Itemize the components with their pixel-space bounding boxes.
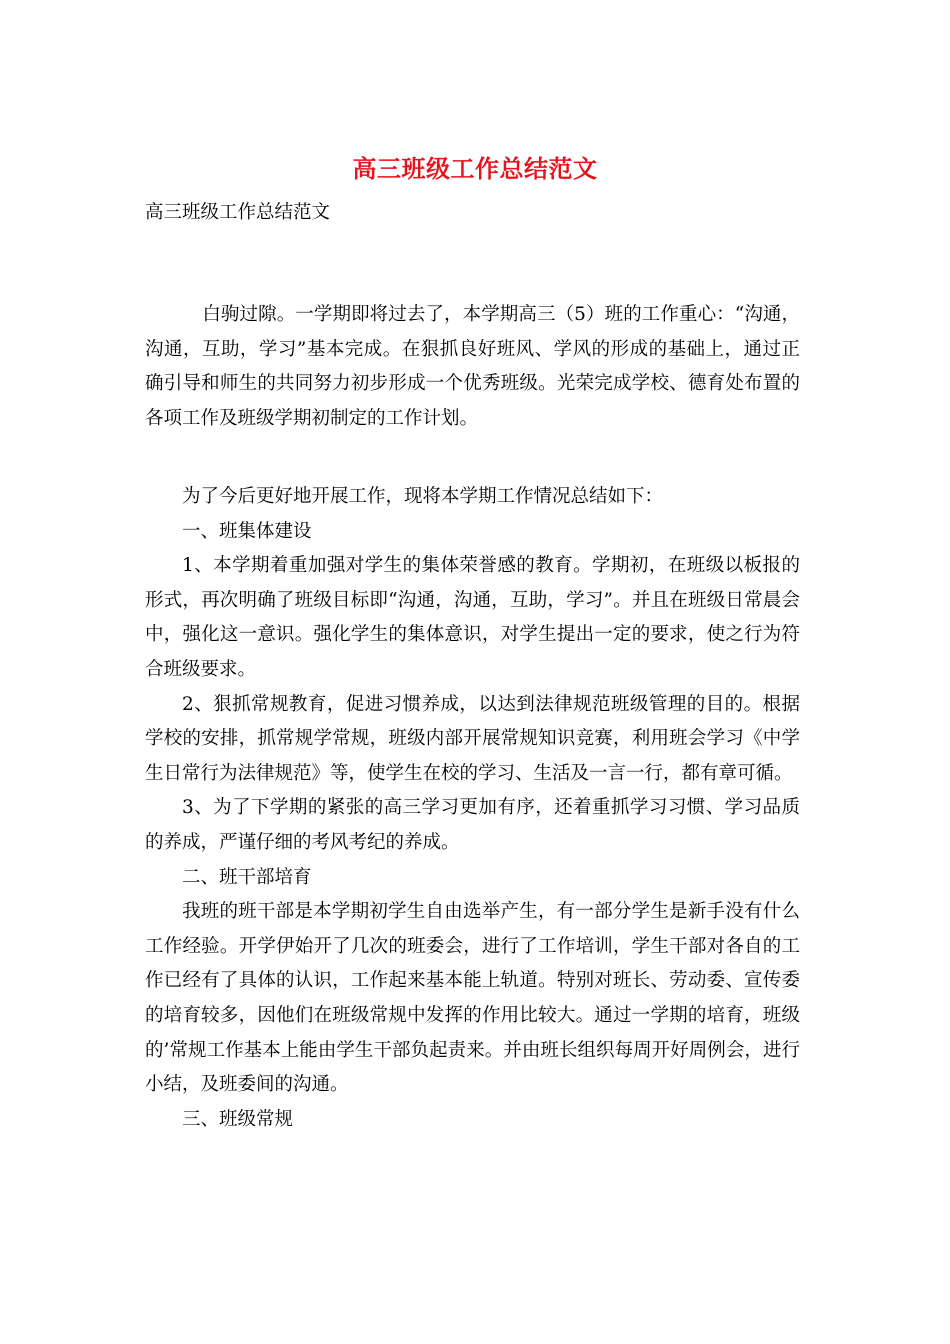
heading-class-building: 一、班集体建设 <box>182 520 312 542</box>
intro-paragraph: 白驹过隙。一学期即将过去了，本学期高三（5）班的工作重心：“沟通，沟通，互助，学习”基本完成。在狠抓良好班风、学风的形成的基础上，通过正确引导和师生的共同努力初步形成一个优秀班级。光荣完成学校、德育处布置的各项工作及班级学期初制定的工作计划。 <box>145 304 800 429</box>
document-subtitle: 高三班级工作总结范文 <box>145 202 331 223</box>
heading-class-routine: 三、班级常规 <box>182 1108 294 1130</box>
paragraph-item-2: 2、狠抓常规教育，促进习惯养成，以达到法律规范班级管理的目的。根据学校的安排，抓常规学常规，班级内部开展常规知识竞赛，利用班会学习《中学生日常行为法律规范》等，使学生在校的学习、生活及一言一行，都有章可循。 <box>145 693 800 784</box>
paragraph-item-3: 3、为了下学期的紧张的高三学习更加有序，还着重抓学习习惯、学习品质的养成，严谨仔细的考风考纪的养成。 <box>145 797 800 853</box>
paragraph-item-1: 1、本学期着重加强对学生的集体荣誉感的教育。学期初，在班级以板报的形式，再次明确了班级目标即“沟通，沟通，互助，学习”。并且在班级日常晨会中，强化这一意识。强化学生的集体意识，对学生提出一定的要求，使之行为符合班级要求。 <box>145 555 800 680</box>
intro-section <box>145 298 800 436</box>
main-section <box>145 480 800 1137</box>
heading-cadre-training: 二、班干部培育 <box>182 866 312 888</box>
paragraph-cadre: 我班的班干部是本学期初学生自由选举产生，有一部分学生是新手没有什么工作经验。开学伊始开了几次的班委会，进行了工作培训，学生干部对各自的工作已经有了具体的认识，工作起来基本能上轨道。特别对班长、劳动委、宣传委的培育较多，因他们在班级常规中发挥的作用比较大。通过一学期的培育，班级的’常规工作基本上能由学生干部负起责来。并由班长组织每周开好周例会，进行小结，及班委间的沟通。 <box>145 901 800 1096</box>
paragraph-summary-intro: 为了今后更好地开展工作，现将本学期工作情况总结如下： <box>182 486 664 507</box>
document-title: 高三班级工作总结范文 <box>352 154 598 183</box>
